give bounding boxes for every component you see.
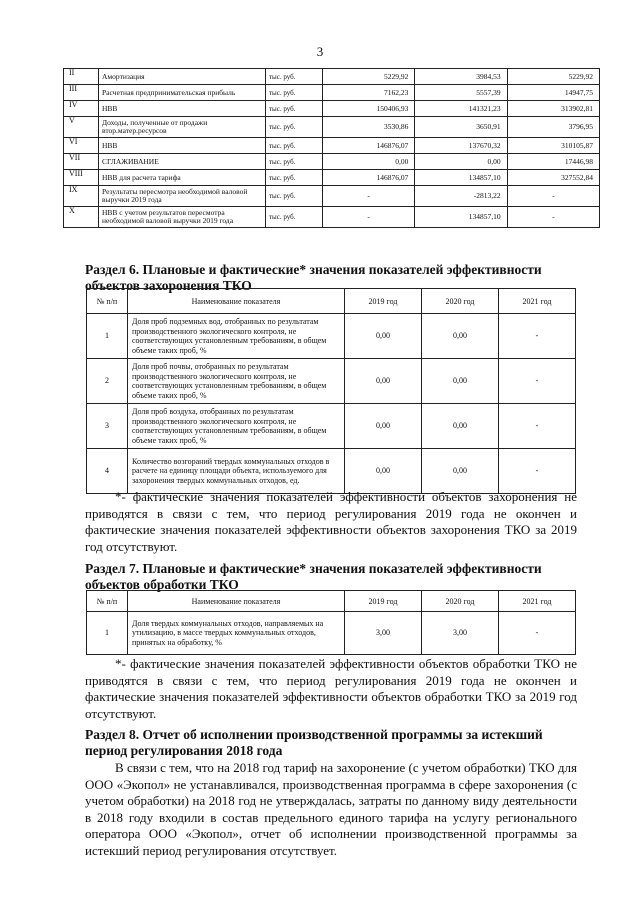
row-number: VI (64, 138, 99, 154)
value-cell: - (323, 186, 415, 207)
value-cell: 3796,95 (507, 117, 599, 138)
indicator-name: НВВ (99, 101, 266, 117)
value-cell: 134857,10 (415, 170, 507, 186)
value-cell: 150406,93 (323, 101, 415, 117)
value-cell: 3530,86 (323, 117, 415, 138)
value-2019: 0,00 (345, 404, 422, 449)
row-number: IV (64, 101, 99, 117)
table-row (64, 170, 600, 186)
value-cell: 134857,10 (415, 207, 507, 228)
value-2019: 0,00 (345, 449, 422, 494)
row-number: 4 (87, 449, 128, 494)
section7-title: Раздел 7. Плановые и фактические* значения показателей эффективности объектов обработки ТКО (85, 561, 542, 592)
table-row (64, 186, 600, 207)
indicator-name: Доля проб подземных вод, отобранных по результатам производственного экологического контроля, не соответствующих установленным требованиям, в общем объеме таких проб, % (128, 314, 345, 359)
value-cell: -2813,22 (415, 186, 507, 207)
indicator-name: Доходы, полученные от продажи втор.матер.ресурсов (99, 117, 266, 138)
unit: тыс. руб. (266, 101, 323, 117)
value-cell: 146876,07 (323, 170, 415, 186)
row-number: 1 (87, 612, 128, 655)
value-cell: 313902,81 (507, 101, 599, 117)
header-2019: 2019 год (345, 591, 422, 612)
value-cell: 3650,91 (415, 117, 507, 138)
value-cell: 146876,07 (323, 138, 415, 154)
value-cell: 310105,87 (507, 138, 599, 154)
unit: тыс. руб. (266, 170, 323, 186)
indicator-name: Расчетная предпринимательская прибыль (99, 85, 266, 101)
value-cell: 3984,53 (415, 69, 507, 85)
header-name: Наименование показателя (128, 289, 345, 314)
section7-footnote: *- фактические значения показателей эффективности объектов обработки ТКО не приводятся в связи с тем, что период регулирования 2019 года не окончен и фактические значения показателей эффективности объектов обработки ТКО за 2019 год отсутствуют. (85, 656, 577, 721)
finance-table (63, 68, 600, 228)
value-2020: 0,00 (422, 359, 499, 404)
value-2020: 0,00 (422, 449, 499, 494)
row-number: V (64, 117, 99, 138)
page-number: 3 (316, 44, 324, 59)
indicator-name: НВВ с учетом результатов пересмотра необходимой валовой выручки 2019 года (99, 207, 266, 228)
table-row (64, 69, 600, 85)
value-cell: 5229,92 (507, 69, 599, 85)
row-number: IX (64, 186, 99, 207)
header-no: № п/п (87, 591, 128, 612)
header-name: Наименование показателя (128, 591, 345, 612)
row-number: III (64, 85, 99, 101)
value-2020: 0,00 (422, 314, 499, 359)
value-cell: - (507, 186, 599, 207)
value-cell: 17446,98 (507, 154, 599, 170)
unit: тыс. руб. (266, 85, 323, 101)
value-cell: 5557,39 (415, 85, 507, 101)
row-number: 1 (87, 314, 128, 359)
value-2021: - (499, 449, 576, 494)
indicator-name: НВВ для расчета тарифа (99, 170, 266, 186)
table-row (87, 314, 576, 359)
table-row (64, 101, 600, 117)
value-cell: 0,00 (323, 154, 415, 170)
section6-footnote: *- фактические значения показателей эффективности объектов захоронения не приводятся в связи с тем, что период регулирования 2019 года не окончен и фактические значения показателей эффективности объектов захоронения ТКО за 2019 год отсутствуют. (85, 489, 577, 554)
indicator-name: Доля проб воздуха, отобранных по результатам производственного экологического контроля, не соответствующих установленным требованиям, в общем объеме таких проб, % (128, 404, 345, 449)
row-number: 3 (87, 404, 128, 449)
table-row (87, 449, 576, 494)
unit: тыс. руб. (266, 138, 323, 154)
indicator-name: Доля проб почвы, отобранных по результатам производственного экологического контроля, не соответствующих установленным требованиям, в общем объеме таких проб, % (128, 359, 345, 404)
row-number: X (64, 207, 99, 228)
value-2019: 0,00 (345, 314, 422, 359)
row-number: VIII (64, 170, 99, 186)
value-2021: - (499, 314, 576, 359)
unit: тыс. руб. (266, 186, 323, 207)
header-no: № п/п (87, 289, 128, 314)
value-2019: 3,00 (345, 612, 422, 655)
table-row (87, 359, 576, 404)
indicator-name: СГЛАЖИВАНИЕ (99, 154, 266, 170)
indicator-name: Амортизация (99, 69, 266, 85)
value-cell: 5229,92 (323, 69, 415, 85)
value-cell: - (507, 207, 599, 228)
header-2021: 2021 год (499, 591, 576, 612)
header-2020: 2020 год (422, 289, 499, 314)
header-2021: 2021 год (499, 289, 576, 314)
value-cell: 14947,75 (507, 85, 599, 101)
value-2019: 0,00 (345, 359, 422, 404)
value-cell: - (323, 207, 415, 228)
indicator-name: Результаты пересмотра необходимой валовой выручки 2019 года (99, 186, 266, 207)
table-row (64, 138, 600, 154)
row-number: VII (64, 154, 99, 170)
table-row (87, 404, 576, 449)
value-2020: 0,00 (422, 404, 499, 449)
section6-title: Раздел 6. Плановые и фактические* значения показателей эффективности объектов захоронения ТКО (85, 262, 542, 293)
indicator-name: Количество возгораний твердых коммунальных отходов в расчете на единицу площади объекта, используемого для захоронения твердых коммунальных отходов, ед. (128, 449, 345, 494)
table-row (64, 207, 600, 228)
row-number: 2 (87, 359, 128, 404)
value-2021: - (499, 612, 576, 655)
table-row (64, 154, 600, 170)
section8-title: Раздел 8. Отчет об исполнении производственной программы за истекший период регулирования 2018 года (85, 727, 543, 758)
value-cell: 137670,32 (415, 138, 507, 154)
indicator-name: Доля твердых коммунальных отходов, направляемых на утилизацию, в массе твердых коммунальных отходов, принятых на обработку, % (128, 612, 345, 655)
value-2021: - (499, 404, 576, 449)
value-cell: 0,00 (415, 154, 507, 170)
section8-body: В связи с тем, что на 2018 год тариф на захоронение (с учетом обработки) ТКО для ООО «Экопол» не устанавливался, производственная программа в сфере захоронения (с учетом обработки) на 2018 год не утверждалась, затраты по данному виду деятельности в 2018 году входили в состав предельного единого тарифа на услугу регионального оператора ООО «Экопол», отчет об исполнении производственной программы за истекший период регулирования отсутствует. (85, 760, 577, 858)
unit: тыс. руб. (266, 117, 323, 138)
value-cell: 327552,84 (507, 170, 599, 186)
value-2020: 3,00 (422, 612, 499, 655)
row-number: II (64, 69, 99, 85)
section7-table (86, 590, 576, 655)
value-2021: - (499, 359, 576, 404)
unit: тыс. руб. (266, 154, 323, 170)
indicator-name: НВВ (99, 138, 266, 154)
header-2019: 2019 год (345, 289, 422, 314)
header-2020: 2020 год (422, 591, 499, 612)
unit: тыс. руб. (266, 69, 323, 85)
section6-table (86, 288, 576, 494)
table-row (64, 117, 600, 138)
value-cell: 141321,23 (415, 101, 507, 117)
table-row (64, 85, 600, 101)
value-cell: 7162,23 (323, 85, 415, 101)
table-row (87, 612, 576, 655)
unit: тыс. руб. (266, 207, 323, 228)
